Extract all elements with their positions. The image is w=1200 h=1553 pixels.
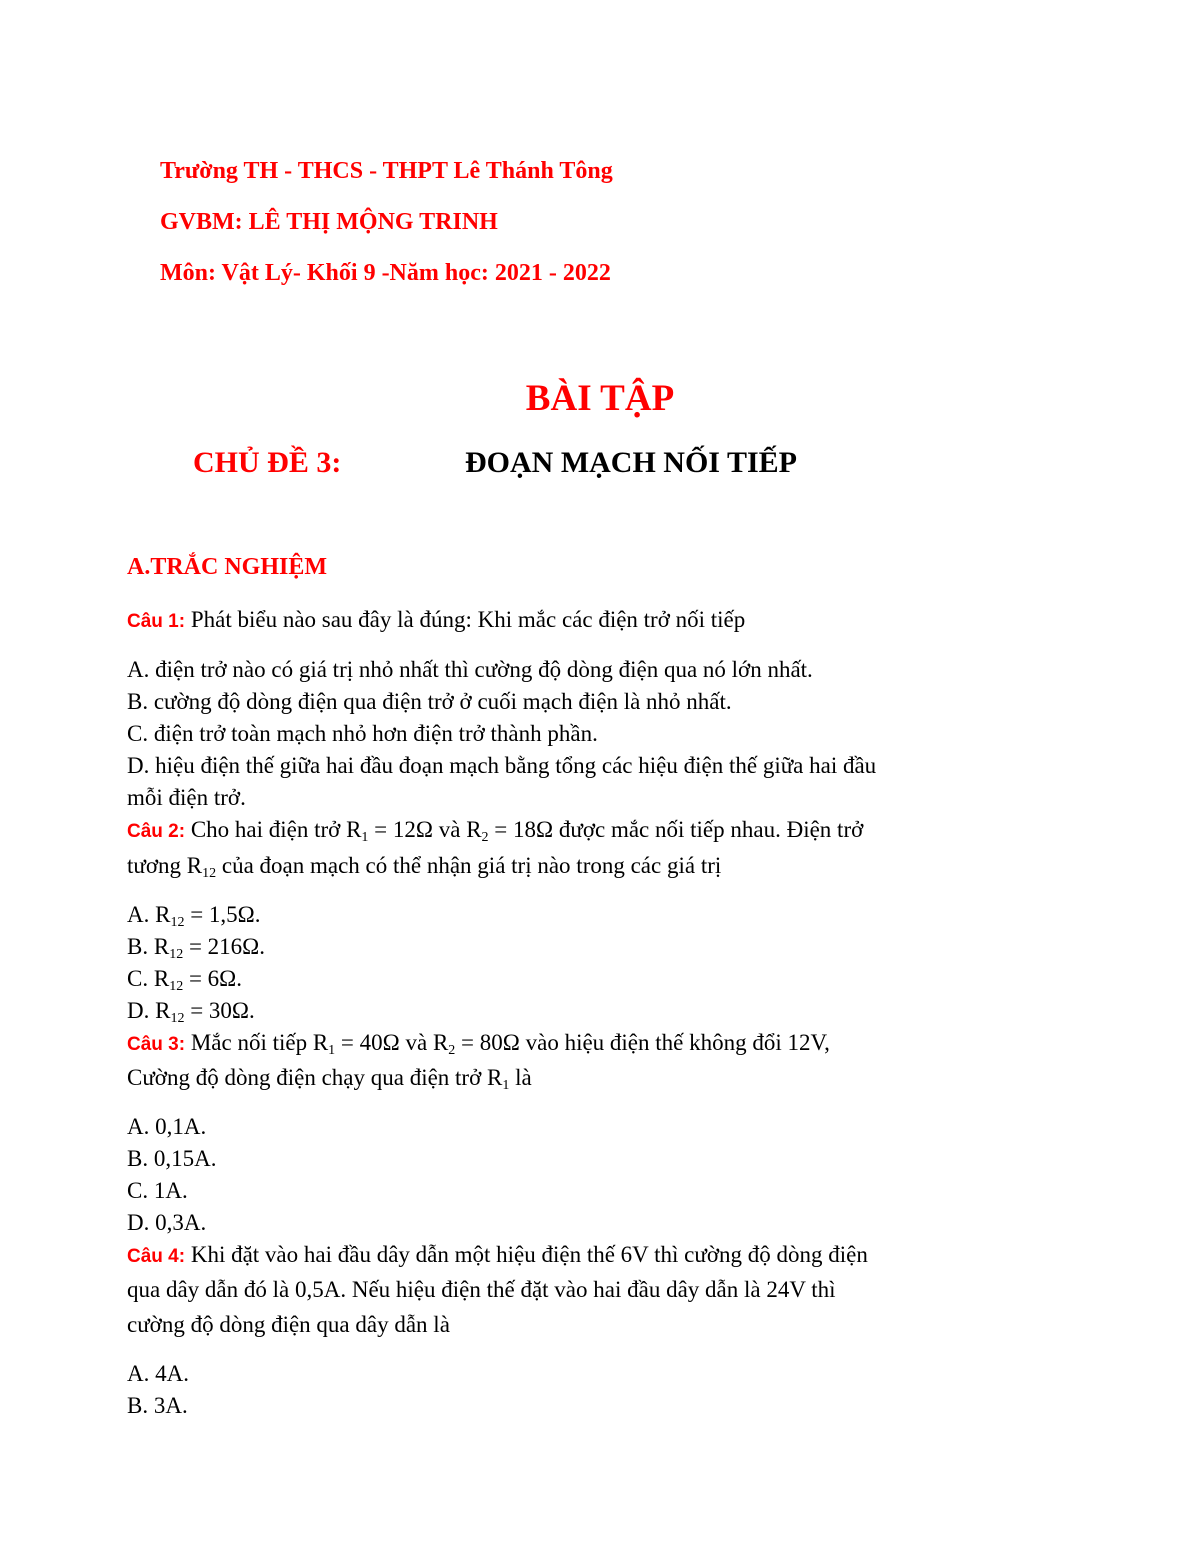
subscript: 12 — [202, 866, 217, 881]
question-text: Cường độ dòng điện chạy qua điện trở R — [127, 1065, 503, 1090]
question-label: Câu 3: — [127, 1034, 186, 1055]
question-label: Câu 2: — [127, 821, 186, 842]
question-2-option-d — [127, 996, 255, 1026]
question-1-stem — [127, 605, 745, 637]
subscript: 12 — [170, 915, 185, 930]
question-2-stem-cont — [127, 851, 721, 881]
question-3-option-c: C. 1A. — [127, 1178, 188, 1203]
option-text: D. R — [127, 998, 171, 1023]
section-heading: A.TRẮC NGHIỆM — [127, 554, 328, 580]
question-1-option-d-cont: mỗi điện trở. — [127, 785, 246, 810]
question-1-option-a: A. điện trở nào có giá trị nhỏ nhất thì cường độ dòng điện qua nó lớn nhất. — [127, 657, 813, 682]
teacher-name: GVBM: LÊ THỊ MỘNG TRINH — [160, 209, 498, 235]
question-1-option-b: B. cường độ dòng điện qua điện trở ở cuối mạch điện là nhỏ nhất. — [127, 689, 732, 714]
question-2-option-b — [127, 932, 265, 962]
subscript: 12 — [170, 1011, 185, 1026]
subscript: 12 — [169, 947, 184, 962]
subject-info: Môn: Vật Lý- Khối 9 -Năm học: 2021 - 2022 — [160, 260, 611, 286]
question-text: của đoạn mạch có thể nhận giá trị nào trong các giá trị — [216, 853, 722, 878]
subscript: 2 — [448, 1043, 456, 1058]
question-2-stem — [127, 815, 863, 847]
question-4-option-b: B. 3A. — [127, 1393, 188, 1418]
option-text: B. R — [127, 934, 170, 959]
option-text: = 30Ω. — [184, 998, 255, 1023]
question-3-option-a: A. 0,1A. — [127, 1114, 207, 1139]
page-title: BÀI TẬP — [525, 378, 675, 419]
question-2-option-c — [127, 964, 242, 994]
option-text: A. R — [127, 902, 171, 927]
question-2-option-a — [127, 900, 261, 930]
school-name: Trường TH - THCS - THPT Lê Thánh Tông — [160, 158, 613, 184]
question-text: = 18Ω được mắc nối tiếp nhau. Điện trở — [488, 817, 864, 842]
question-3-option-d: D. 0,3A. — [127, 1210, 207, 1235]
question-text: = 12Ω và R — [368, 817, 482, 842]
question-4-stem — [127, 1240, 868, 1272]
subscript: 12 — [169, 979, 184, 994]
option-text: = 6Ω. — [183, 966, 243, 991]
question-3-option-b: B. 0,15A. — [127, 1146, 217, 1171]
subscript: 1 — [502, 1078, 510, 1093]
subscript: 1 — [328, 1043, 336, 1058]
question-text: Cho hai điện trở R — [185, 817, 362, 842]
question-1-option-c: C. điện trở toàn mạch nhỏ hơn điện trở thành phần. — [127, 721, 598, 746]
question-text: Phát biểu nào sau đây là đúng: Khi mắc các điện trở nối tiếp — [185, 607, 746, 632]
topic-label: CHỦ ĐỀ 3: — [193, 446, 342, 479]
option-text: C. R — [127, 966, 170, 991]
question-4-stem-cont-2: cường độ dòng điện qua dây dẫn là — [127, 1312, 450, 1337]
question-4-stem-cont-1: qua dây dẫn đó là 0,5A. Nếu hiệu điện thế đặt vào hai đầu dây dẫn là 24V thì — [127, 1277, 836, 1302]
question-text: = 80Ω vào hiệu điện thế không đổi 12V, — [455, 1030, 830, 1055]
question-text: Mắc nối tiếp R — [185, 1030, 329, 1055]
subscript: 2 — [481, 830, 489, 845]
question-text: Khi đặt vào hai đầu dây dẫn một hiệu điện thế 6V thì cường độ dòng điện — [185, 1242, 868, 1267]
subscript: 1 — [361, 830, 369, 845]
question-3-stem — [127, 1028, 830, 1060]
question-text: = 40Ω và R — [335, 1030, 449, 1055]
question-text: tương R — [127, 853, 203, 878]
question-4-option-a: A. 4A. — [127, 1361, 189, 1386]
question-1-option-d: D. hiệu điện thế giữa hai đầu đoạn mạch bằng tổng các hiệu điện thế giữa hai đầu — [127, 753, 877, 778]
question-label: Câu 1: — [127, 611, 186, 632]
question-text: là — [509, 1065, 532, 1090]
question-3-stem-cont — [127, 1063, 532, 1093]
option-text: = 216Ω. — [183, 934, 266, 959]
topic-name: ĐOẠN MẠCH NỐI TIẾP — [465, 446, 797, 479]
question-label: Câu 4: — [127, 1246, 186, 1267]
option-text: = 1,5Ω. — [184, 902, 261, 927]
